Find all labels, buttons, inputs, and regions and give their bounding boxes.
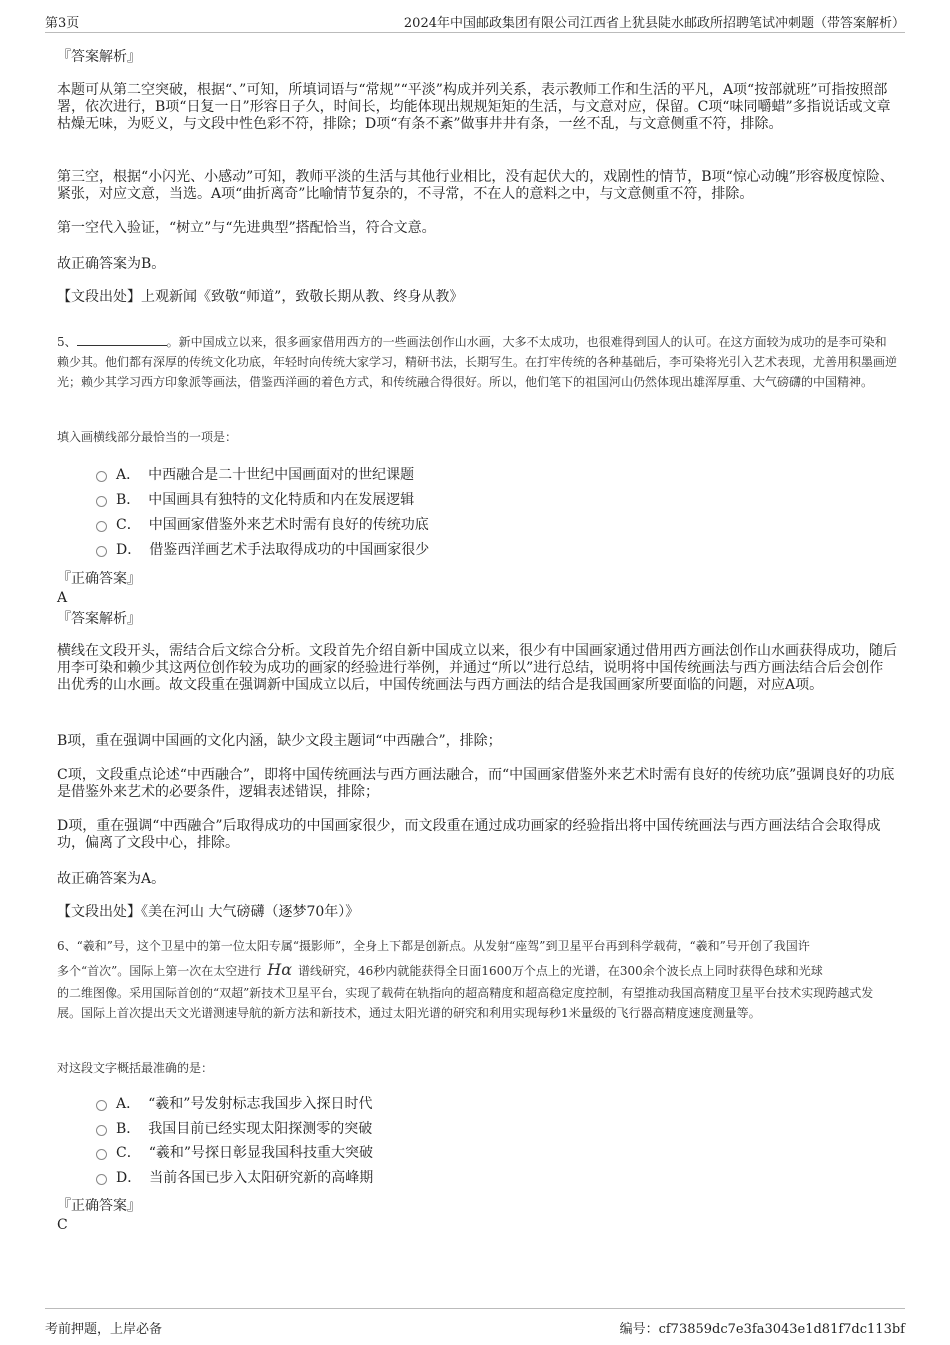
q4-analysis-p1: 本题可从第二空突破，根据“、”可知，所填词语与“常规”“平淡”构成并列关系，表示教师工作和生活的平凡，A项“按部就班”可指按照部署，依次进行，B项“日复一日”形容日子久，时间长，均能体现出规规矩矩的生活，与文意对应，保留。C项“味同嚼蜡”多指说话或文章枯燥无味，为贬义，与文段中性色彩不符，排除；D项“有条不紊”做事井井有条，一丝不乱，与文意侧重不符，排除。 — [57, 82, 891, 132]
q5-answer: A — [57, 590, 68, 606]
q4-analysis-p2: 第三空，根据“小闪光、小感动”可知，教师平淡的生活与其他行业相比，没有起伏大的，戏剧性的情节，B项“惊心动魄”形容极度惊险、紧张，对应文意，当选。A项“曲折离奇”比喻情节复杂的，不寻常，不在人的意料之中，与文意侧重不符，排除。 — [57, 169, 894, 202]
q5-analysis-p2: B项，重在强调中国画的文化内涵，缺少文段主题词“中西融合”，排除； — [57, 733, 502, 749]
q5-answer-label: 『正确答案』 — [57, 571, 141, 587]
q6-stem-line2: 多个“首次”。国际上第一次在太空进行 Hα 谱线研究，46秒内就能获得全日面1600万个点上的光谱，在300余个波长点上同时获得色球和光球 — [57, 960, 823, 979]
q6-option-d[interactable]: D． 当前各国已步入太阳研究新的高峰期 — [96, 1169, 373, 1187]
page-number: 第3页 — [45, 16, 80, 31]
page-footer — [45, 1308, 905, 1337]
q5-analysis-p3: C项，文段重点论述“中西融合”，即将中国传统画法与西方画法融合，而“中国画家借鉴外来艺术时需有良好的传统功底”强调良好的功底是借鉴外来艺术的必要条件，逻辑表述错误，排除； — [57, 767, 895, 800]
q5-analysis-label: 『答案解析』 — [57, 611, 141, 627]
q5-source: 【文段出处】《美在河山 大气磅礴（逐梦70年）》 — [57, 904, 360, 920]
q5-stem-text: 。新中国成立以来，很多画家借用西方的一些画法创作山水画，大多不太成功，也很难得到国人的认可。在这方面较为成功的是李可染和赖少其。他们都有深厚的传统文化功底，年轻时向传统大家学习，精研书法，长期写生。在打牢传统的各种基础后，李可染将光引入艺术表现，尤善用积墨画逆光；赖少其学习西方印象派等画法，借鉴西洋画的着色方式，和传统融合得很好。所以，他们笔下的祖国河山仍然体现出雄浑厚重、大气磅礴的中国精神。 — [57, 335, 898, 389]
page-header — [45, 12, 905, 33]
radio-button-icon[interactable] — [96, 521, 107, 532]
q5-analysis-p5: 故正确答案为A。 — [57, 871, 166, 887]
h-alpha-symbol: Hα — [267, 960, 293, 979]
q5-blank — [77, 333, 167, 346]
q5-stem — [57, 332, 897, 392]
q6-option-c[interactable]: C． “羲和”号探日彰显我国科技重大突破 — [96, 1144, 373, 1162]
radio-button-icon[interactable] — [96, 471, 107, 482]
document-title: 2024年中国邮政集团有限公司江西省上犹县陡水邮政所招聘笔试冲刺题（带答案解析） — [403, 16, 905, 31]
q6-prompt: 对这段文字概括最准确的是： — [57, 1061, 214, 1075]
q6-stem-line3: 的二维图像。采用国际首创的“双超”新技术卫星平台，实现了载荷在轨指向的超高精度和超高稳定度控制，有望推动我国高精度卫星平台技术实现跨越式发展。国际上首次提出天文光谱测速导航的新方法和新技术，通过太阳光谱的研究和利用实现每秒1米量级的飞行器高精度速度测量等。 — [57, 986, 874, 1020]
radio-button-icon[interactable] — [96, 1149, 107, 1160]
radio-button-icon[interactable] — [96, 496, 107, 507]
radio-button-icon[interactable] — [96, 1174, 107, 1185]
q4-source: 【文段出处】上观新闻《致敬“师道”，致敬长期从教、终身从教》 — [57, 289, 464, 305]
radio-button-icon[interactable] — [96, 1100, 107, 1111]
q5-option-c[interactable]: C． 中国画家借鉴外来艺术时需有良好的传统功底 — [96, 516, 429, 534]
footer-slogan: 考前押题，上岸必备 — [45, 1322, 163, 1337]
q4-analysis-p4: 故正确答案为B。 — [57, 256, 166, 272]
radio-button-icon[interactable] — [96, 1125, 107, 1136]
q5-prompt: 填入画横线部分最恰当的一项是： — [57, 430, 238, 444]
q5-analysis-p4: D项，重在强调“中西融合”后取得成功的中国画家很少，而文段重在通过成功画家的经验指出将中国传统画法与西方画法结合会取得成功，偏离了文段中心，排除。 — [57, 818, 881, 851]
radio-button-icon[interactable] — [96, 546, 107, 557]
q5-analysis-p1: 横线在文段开头，需结合后文综合分析。文段首先介绍自新中国成立以来，很少有中国画家通过借用西方画法创作山水画获得成功，随后用李可染和赖少其这两位创作较为成功的画家的经验进行举例，并通过“所以”进行总结，说明将中国传统画法与西方画法结合后会创作出优秀的山水画。故文段重在强调新中国成立以后，中国传统画法与西方画法的结合是我国画家所要面临的问题，对应A项。 — [57, 643, 897, 693]
q4-analysis-p3: 第一空代入验证，“树立”与“先进典型”搭配恰当，符合文意。 — [57, 220, 436, 236]
q6-answer: C — [57, 1217, 68, 1233]
q6-option-b[interactable]: B． 我国目前已经实现太阳探测零的突破 — [96, 1120, 372, 1138]
q5-number: 5、 — [57, 335, 77, 349]
q6-stem-line1: 6、“羲和”号，这个卫星中的第一位太阳专属“摄影师”，全身上下都是创新点。从发射“座驾”到卫星平台再到科学载荷，“羲和”号开创了我国许 — [57, 939, 810, 953]
q4-analysis-label: 『答案解析』 — [57, 49, 141, 65]
q5-option-d[interactable]: D． 借鉴西洋画艺术手法取得成功的中国画家很少 — [96, 541, 429, 559]
q5-option-b[interactable]: B． 中国画具有独特的文化特质和内在发展逻辑 — [96, 491, 414, 509]
q6-answer-label: 『正确答案』 — [57, 1198, 141, 1214]
footer-doc-id: 编号：cf73859dc7e3fa3043e1d81f7dc113bf — [619, 1322, 905, 1337]
q6-option-a[interactable]: A． “羲和”号发射标志我国步入探日时代 — [96, 1095, 372, 1113]
q5-option-a[interactable]: A． 中西融合是二十世纪中国画面对的世纪课题 — [96, 466, 414, 484]
